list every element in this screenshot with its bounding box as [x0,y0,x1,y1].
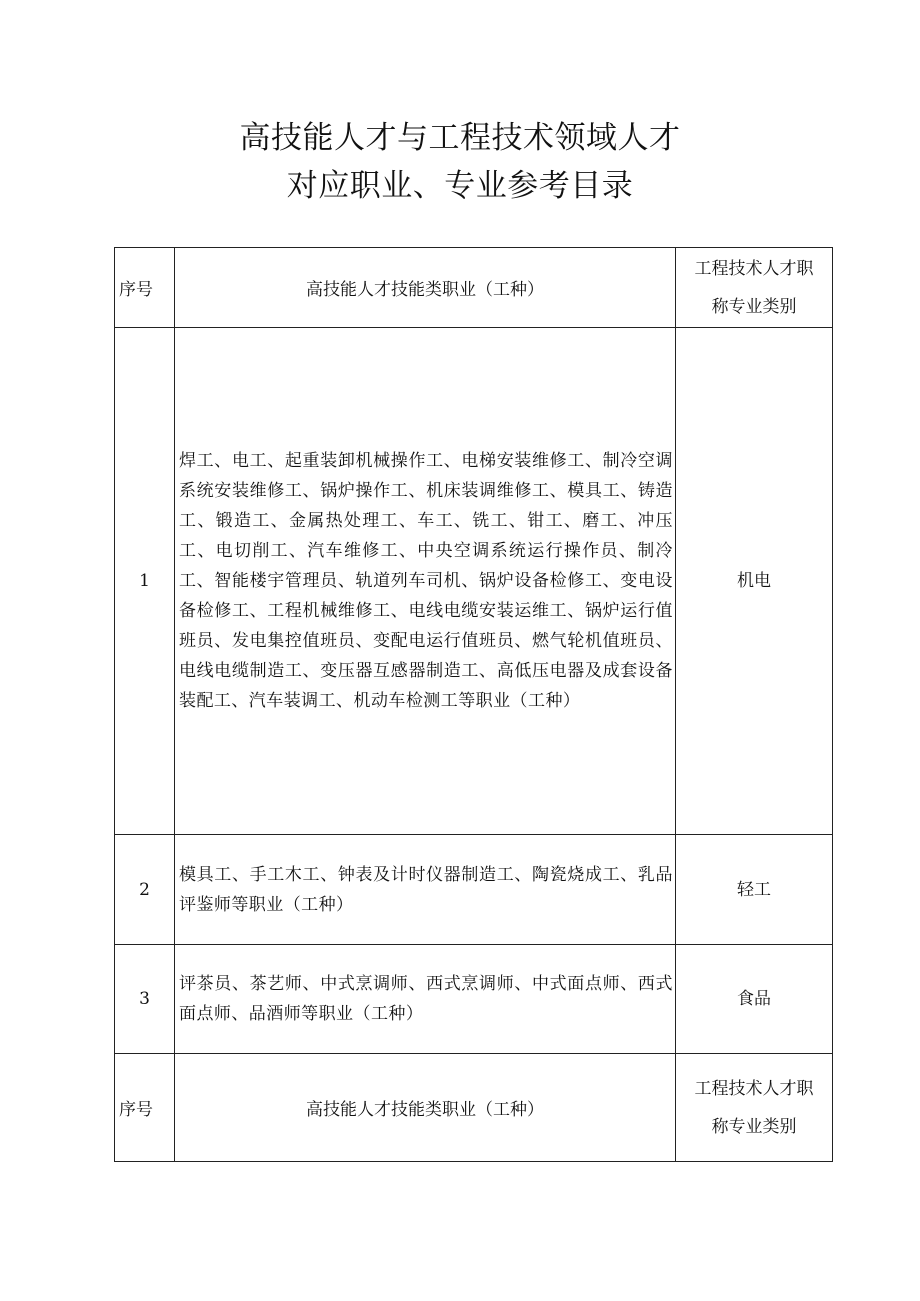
repeat-header-category [676,1054,833,1162]
row-occupations-cell [175,328,676,835]
table-row [115,945,833,1054]
table-header-row [115,248,833,328]
table-row [115,328,833,835]
row-category: 轻工 [676,835,833,945]
row-category: 机电 [676,328,833,835]
header-category [676,248,833,328]
header-occupation: 高技能人才技能类职业（工种） [175,248,676,328]
row-occupations-cell [175,835,676,945]
repeat-header-occupation: 高技能人才技能类职业（工种） [175,1054,676,1162]
repeat-header-category-line-2: 称专业类别 [711,1116,797,1137]
header-category-line-1: 工程技术人才职 [694,258,814,279]
row-occupations: 评茶员、茶艺师、中式烹调师、西式烹调师、中式面点师、西式面点师、品酒师等职业（工种） [179,974,673,1024]
repeat-header-category-line-1: 工程技术人才职 [694,1078,814,1099]
row-index: 3 [115,945,175,1054]
document-title-line-1: 高技能人才与工程技术领域人才 [239,120,681,156]
row-index: 1 [115,328,175,835]
repeat-header-index: 序号 [115,1054,175,1162]
table-row [115,835,833,945]
header-index: 序号 [115,248,175,328]
row-occupations-cell [175,945,676,1054]
row-occupations: 模具工、手工木工、钟表及计时仪器制造工、陶瓷烧成工、乳品评鉴师等职业（工种） [179,864,673,915]
row-index: 2 [115,835,175,945]
row-category: 食品 [676,945,833,1054]
catalog-table [114,247,833,1162]
document-title-line-2: 对应职业、专业参考目录 [286,168,634,204]
row-occupations: 焊工、电工、起重装卸机械操作工、电梯安装维修工、制冷空调系统安装维修工、锅炉操作工、机床装调维修工、模具工、铸造工、锻造工、金属热处理工、车工、铣工、钳工、磨工、冲压工、电切削工、汽车维修工、中央空调系统运行操作员、制冷工、智能楼宇管理员、轨道列车司机、锅炉设备检修工、变电设备检修工、工程机械维修工、电线电缆安装运维工、锅炉运行值班员、发电集控值班员、变配电运行值班员、燃气轮机值班员、电线电缆制造工、变压器互感器制造工、高低压电器及成套设备装配工、汽车装调工、机动车检测工等职业（工种） [179,451,673,711]
table-repeat-header-row [115,1054,833,1162]
header-category-line-2: 称专业类别 [711,296,797,317]
